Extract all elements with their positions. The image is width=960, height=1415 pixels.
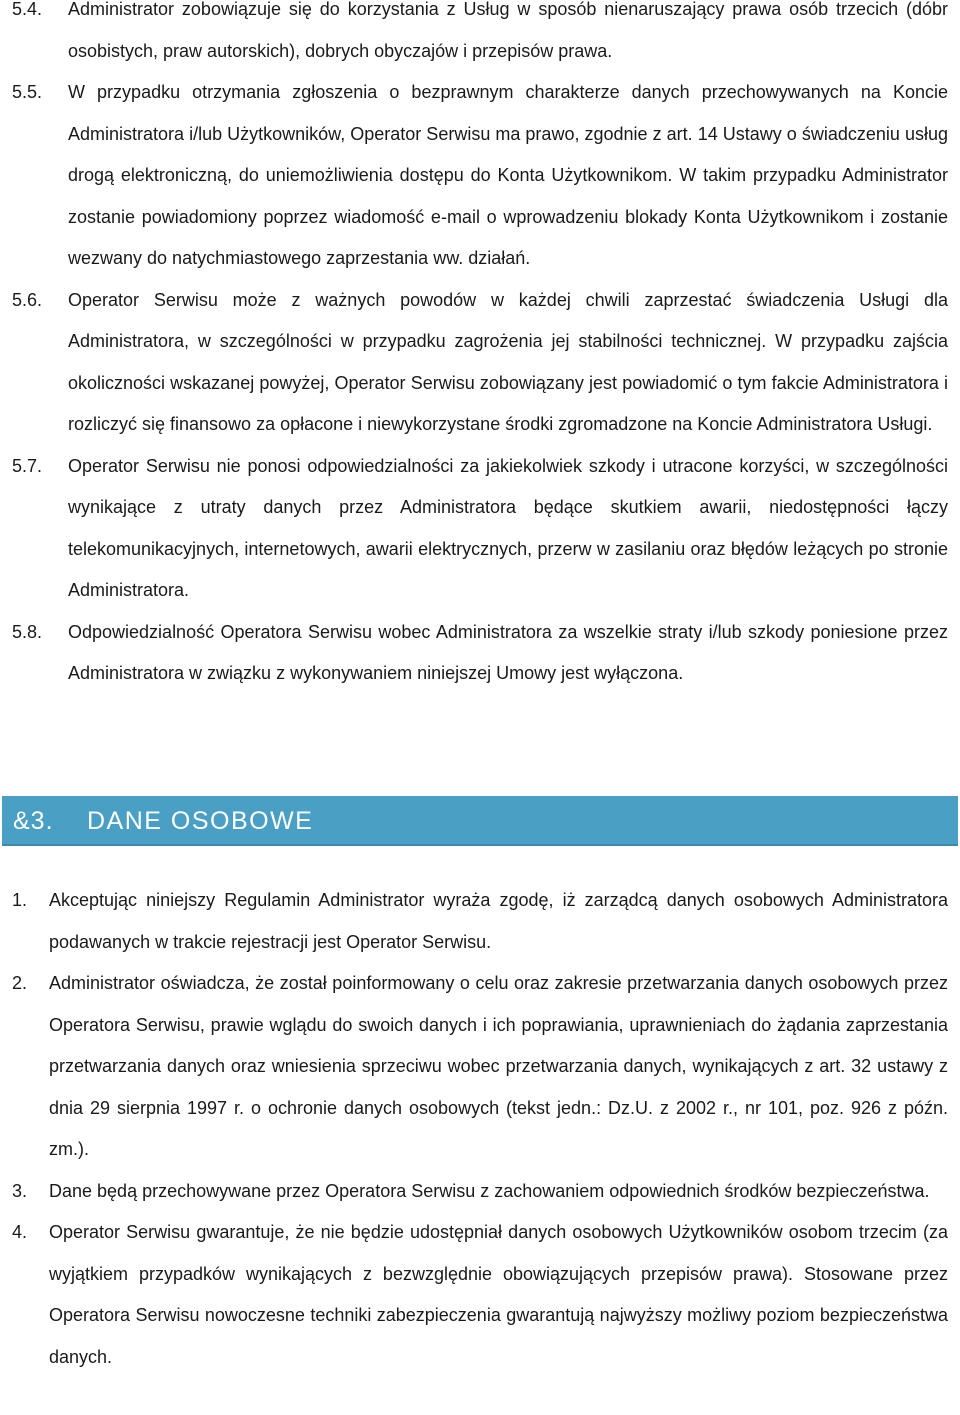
point-number: 3. xyxy=(12,1180,28,1201)
clause-text: Administrator zobowiązuje się do korzystania z Usług w sposób nienaruszający prawa osób trzecich (dóbr osobistych, praw autorskich), dobrych obyczajów i przepisów prawa. xyxy=(68,0,948,61)
section-heading-title: DANE OSOBOWE xyxy=(87,807,314,835)
clause-5-6 xyxy=(0,280,960,446)
point-text: Dane będą przechowywane przez Operatora Serwisu z zachowaniem odpowiednich środków bezpieczeństwa. xyxy=(49,1180,930,1201)
point-3 xyxy=(0,1171,960,1213)
point-number: 1. xyxy=(12,890,28,910)
point-text: Operator Serwisu gwarantuje, że nie będzie udostępniał danych osobowych Użytkowników osobom trzecim (za wyjątkiem przypadków wynikających z bezwzględnie obowiązujących przepisów prawa). Stosowane przez Operatora Serwisu nowoczesne techniki zabezpieczenia gwarantują najwyższy możliwy poziom bezpieczeństwa danych. xyxy=(49,1222,948,1367)
clause-text: W przypadku otrzymania zgłoszenia o bezprawnym charakterze danych przechowywanych na Koncie Administratora i/lub Użytkowników, Operator Serwisu ma prawo, zgodnie z art. 14 Ustawy o świadczeniu usług drogą elektroniczną, do uniemożliwienia dostępu do Konta Użytkownikom. W takim przypadku Administrator zostanie powiadomiony poprzez wiadomość e-mail o wprowadzeniu blokady Konta Użytkownikom i zostanie wezwany do natychmiastowego zaprzestania ww. działań. xyxy=(68,82,948,268)
point-text: Administrator oświadcza, że został poinformowany o celu oraz zakresie przetwarzania danych osobowych przez Operatora Serwisu, prawie wglądu do swoich danych i ich poprawiania, uprawnieniach do żądania zaprzestania przetwarzania danych oraz wniesienia sprzeciwu wobec przetwarzania danych, wynikających z art. 32 ustawy z dnia 29 sierpnia 1997 r. o ochronie danych osobowych (tekst jedn.: Dz.U. z 2002 r., nr 101, poz. 926 z późn. zm.). xyxy=(49,973,948,1159)
clause-number: 5.7. xyxy=(12,455,43,476)
clause-5-4 xyxy=(0,0,960,72)
point-number: 2. xyxy=(12,973,28,993)
clause-text: Operator Serwisu może z ważnych powodów w każdej chwili zaprzestać świadczenia Usługi dla Administratora, w szczególności w przypadku zagrożenia jej stabilności technicznej. W przypadku zajścia okoliczności wskazanej powyżej, Operator Serwisu zobowiązany jest powiadomić o tym fakcie Administratora i rozliczyć się finansowo za opłacone i niewykorzystane środki zgromadzone na Koncie Administratora Usługi. xyxy=(68,289,948,434)
point-2 xyxy=(0,963,960,1171)
point-1 xyxy=(0,880,960,963)
point-number: 4. xyxy=(12,1222,28,1242)
clause-number: 5.6. xyxy=(12,289,43,310)
clause-text: Operator Serwisu nie ponosi odpowiedzialności za jakiekolwiek szkody i utracone korzyści, w szczególności wynikające z utraty danych przez Administratora będące skutkiem awarii, niedostępności łączy telekomunikacyjnych, internetowych, awarii elektrycznych, przerw w zasilaniu oraz błędów leżących po stronie Administratora. xyxy=(68,455,948,600)
clause-number: 5.5. xyxy=(12,82,43,102)
clause-5-7 xyxy=(0,446,960,612)
section-heading-number: &3. xyxy=(13,807,54,835)
section-heading-bar xyxy=(2,796,958,846)
section-5-list xyxy=(0,0,960,695)
clause-text: Odpowiedzialność Operatora Serwisu wobec Administratora za wszelkie straty i/lub szkody poniesione przez Administratora w związku z wykonywaniem niniejszej Umowy jest wyłączona. xyxy=(68,621,948,683)
point-text: Akceptując niniejszy Regulamin Administrator wyraża zgodę, iż zarządcą danych osobowych Administratora podawanych w trakcie rejestracji jest Operator Serwisu. xyxy=(49,890,948,952)
section-3-list xyxy=(0,880,960,1378)
clause-number: 5.8. xyxy=(12,621,43,642)
clause-5-5 xyxy=(0,72,960,280)
clause-5-8 xyxy=(0,612,960,695)
clause-number: 5.4. xyxy=(12,0,43,19)
point-4 xyxy=(0,1212,960,1378)
